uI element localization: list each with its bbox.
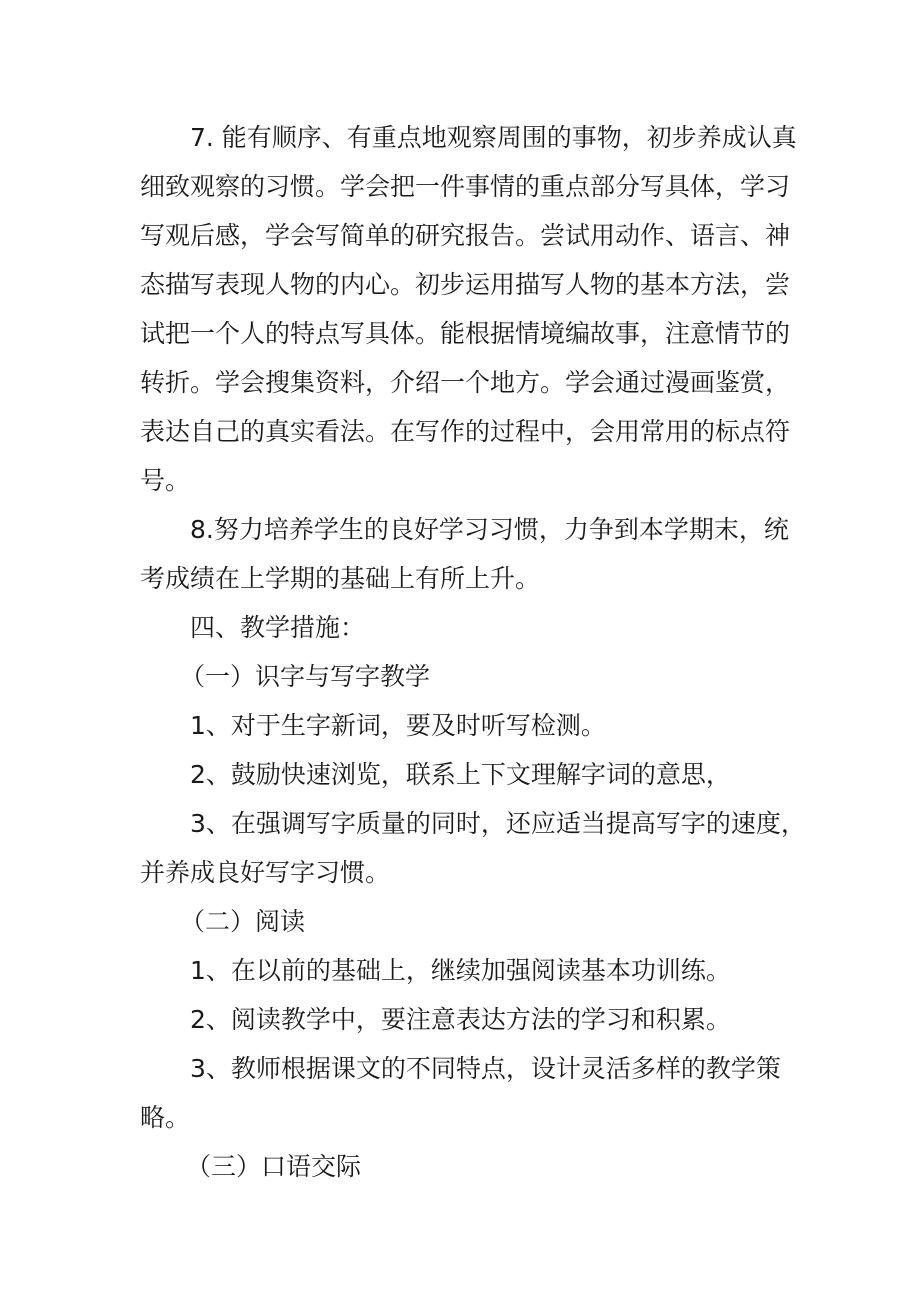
literacy-item-1: 1、对于生字新词，要及时听写检测。 [190,711,606,740]
paragraph-8-line-1: 8.努力培养学生的良好学习习惯，力争到本学期末，统 [190,515,789,544]
paragraph-7-line-3: 写观后感，学会写简单的研究报告。尝试用动作、语言、神 [140,221,791,250]
section-heading-teaching-measures: 四、教学措施： [190,613,366,642]
paragraph-7-line-6: 转折。学会搜集资料，介绍一个地方。学会通过漫画鉴赏， [140,368,791,397]
reading-item-1: 1、在以前的基础上，继续加强阅读基本功训练。 [190,956,731,985]
subheading-literacy-writing: （一）识字与写字教学 [180,662,431,691]
paragraph-7-line-8: 号。 [140,466,191,495]
literacy-item-3-line-1: 3、在强调写字质量的同时，还应适当提高写字的速度， [190,809,806,838]
paragraph-7-line-4: 态描写表现人物的内心。初步运用描写人物的基本方法，尝 [140,270,791,299]
paragraph-7-line-7: 表达自己的真实看法。在写作的过程中，会用常用的标点符 [140,417,791,446]
literacy-item-2: 2、鼓励快速浏览，联系上下文理解字词的意思， [190,760,731,789]
paragraph-8-line-2: 考成绩在上学期的基础上有所上升。 [140,564,541,593]
reading-item-3-line-2: 略。 [140,1103,191,1132]
paragraph-7-line-5: 试把一个人的特点写具体。能根据情境编故事，注意情节的 [140,319,791,348]
paragraph-7-line-1: 7. 能有顺序、有重点地观察周围的事物，初步养成认真 [190,123,797,152]
literacy-item-3-line-2: 并养成良好写字习惯。 [140,858,391,887]
subheading-oral-communication: （三）口语交际 [186,1152,362,1181]
paragraph-7-line-2: 细致观察的习惯。学会把一件事情的重点部分写具体，学习 [140,172,791,201]
subheading-reading: （二）阅读 [180,907,306,936]
reading-item-2: 2、阅读教学中，要注意表达方法的学习和积累。 [190,1005,731,1034]
reading-item-3-line-1: 3、教师根据课文的不同特点，设计灵活多样的教学策 [190,1054,781,1083]
